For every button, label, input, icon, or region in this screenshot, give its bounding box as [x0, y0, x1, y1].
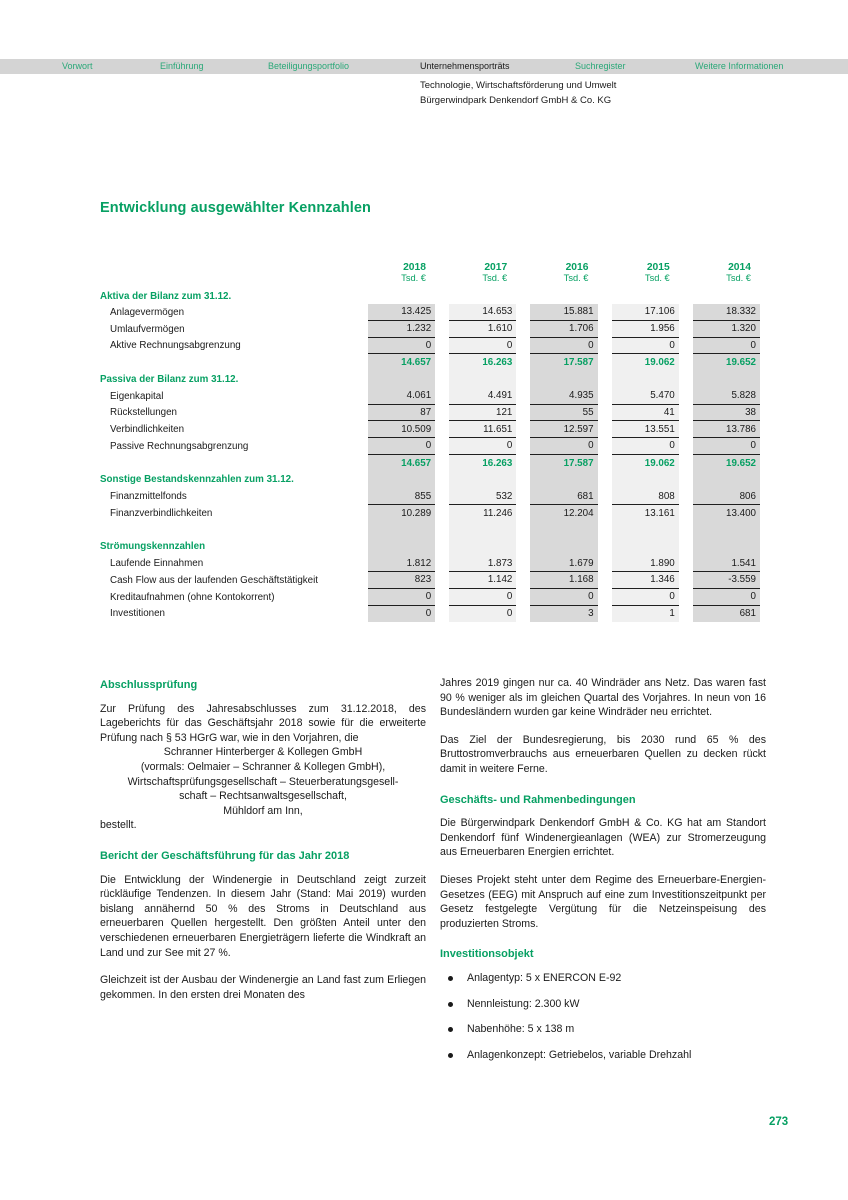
section-heading-bericht-der-geschaftsfuhrung-fur-das-jahr-2018: Bericht der Geschäftsführung für das Jahr 2018: [100, 849, 350, 862]
table-cell: 12.597: [530, 421, 597, 438]
table-cell: 41: [612, 405, 679, 422]
table-cell: 0: [368, 338, 435, 355]
table-cell: 0: [449, 606, 516, 623]
paragraph: Das Ziel der Bundesregierung, bis 2030 rund 65 % des Bruttostromverbrauchs aus erneuerbaren Quellen zu decken rückt damit in weitere Ferne.: [440, 733, 766, 775]
table-cell: [368, 371, 435, 388]
table-row: [100, 321, 760, 338]
row-label-ruckstellungen: Rückstellungen: [110, 407, 177, 419]
table-row: [100, 539, 760, 556]
table-cell: 0: [449, 589, 516, 606]
table-cell: [449, 371, 516, 388]
table-cell: 1: [612, 606, 679, 623]
row-label-aktive-rechnungsabgrenzung: Aktive Rechnungsabgrenzung: [110, 340, 241, 352]
table-cell: 5.828: [693, 388, 760, 405]
table-cell: [612, 472, 679, 489]
table-cell: [449, 539, 516, 556]
table-cell: 823: [368, 572, 435, 589]
table-cell: 1.610: [449, 321, 516, 338]
table-cell: 1.873: [449, 555, 516, 572]
paragraph: Dieses Projekt steht unter dem Regime des Erneuerbare-Energien-Gesetzes (EEG) mit Anspruch auf eine zum Investitionszeitpunkt per Gesetz festgelegte Vergütung für die Netzeinspeisung des produzierten Stroms.: [440, 873, 766, 930]
table-unit-row: [100, 273, 760, 289]
table-cell: [693, 522, 760, 539]
top-nav: [0, 59, 848, 74]
table-cell: 16.263: [449, 455, 516, 472]
bullet-item: Nabenhöhe: 5 x 138 m: [440, 1022, 766, 1037]
table-row: [100, 589, 760, 606]
unit-label: Tsd. €: [726, 273, 751, 283]
table-cell: 17.106: [612, 304, 679, 321]
table-row: [100, 455, 760, 472]
table-cell: 0: [612, 438, 679, 455]
unit-label: Tsd. €: [401, 273, 426, 283]
table-cell: [612, 289, 679, 304]
bullet-list: [440, 971, 766, 1062]
table-row: [100, 354, 760, 371]
table-cell: 11.246: [449, 505, 516, 522]
row-label-laufende-einnahmen: Laufende Einnahmen: [110, 558, 204, 570]
table-cell: 855: [368, 488, 435, 505]
nav-item-suchregister[interactable]: Suchregister: [575, 61, 626, 71]
table-cell: 0: [530, 438, 597, 455]
table-cell: [693, 539, 760, 556]
table-cell: 0: [612, 338, 679, 355]
right-column: [440, 676, 766, 1073]
year-header: 2017: [484, 262, 508, 273]
table-cell: [530, 539, 597, 556]
table-cell: 1.541: [693, 555, 760, 572]
table-cell: 681: [530, 488, 597, 505]
table-cell: [368, 472, 435, 489]
table-cell: 14.657: [368, 354, 435, 371]
table-cell: 3: [530, 606, 597, 623]
table-cell: 5.470: [612, 388, 679, 405]
table-cell: 18.332: [693, 304, 760, 321]
row-label-kreditaufnahmen-ohne-kontokorrent: Kreditaufnahmen (ohne Kontokorrent): [110, 591, 275, 603]
row-label-anlagevermogen: Anlagevermögen: [110, 306, 185, 318]
table-cell: [368, 522, 435, 539]
row-label-sonstige-bestandskennzahlen-zum-31-12: Sonstige Bestandskennzahlen zum 31.12.: [100, 474, 294, 486]
row-label-umlaufvermogen: Umlaufvermögen: [110, 323, 185, 335]
nav-item-vorwort[interactable]: Vorwort: [62, 61, 93, 71]
section-heading-investitionsobjekt: Investitionsobjekt: [440, 948, 534, 961]
table-cell: 0: [612, 589, 679, 606]
table-cell: 4.935: [530, 388, 597, 405]
section-heading-geschafts-und-rahmenbedingungen: Geschäfts- und Rahmenbedingungen: [440, 793, 636, 806]
table-cell: [612, 522, 679, 539]
table-cell: 11.651: [449, 421, 516, 438]
unit-label: Tsd. €: [644, 273, 670, 283]
table-cell: [612, 371, 679, 388]
centered-line: schaft – Rechtsanwaltsgesellschaft,: [179, 790, 347, 803]
table-cell: 38: [693, 405, 760, 422]
kpi-table: [100, 256, 760, 622]
table-cell: 1.706: [530, 321, 597, 338]
row-label-eigenkapital: Eigenkapital: [110, 390, 164, 402]
table-row: [100, 488, 760, 505]
nav-item-weitere-informationen[interactable]: Weitere Informationen: [695, 61, 784, 71]
table-cell: 13.786: [693, 421, 760, 438]
table-cell: 17.587: [530, 455, 597, 472]
nav-item-unternehmensportrats[interactable]: Unternehmensporträts: [420, 61, 510, 71]
centered-line: Schranner Hinterberger & Kollegen GmbH: [163, 746, 363, 759]
table-cell: 16.263: [449, 354, 516, 371]
paragraph: Jahres 2019 gingen nur ca. 40 Windräder ans Netz. Das waren fast 90 % weniger als im gleichen Quartal des Vorjahres. In neun von 16 Bundesländern wurden gar keine Windräder neu errichtet.: [440, 677, 766, 719]
table-cell: 17.587: [530, 354, 597, 371]
row-label-cash-flow-aus-der-laufenden-geschaftstatigkeit: Cash Flow aus der laufenden Geschäftstätigkeit: [110, 574, 319, 586]
table-row: [100, 438, 760, 455]
nav-item-beteiligungsportfolio[interactable]: Beteiligungsportfolio: [268, 61, 350, 71]
table-cell: 806: [693, 488, 760, 505]
row-label-finanzverbindlichkeiten: Finanzverbindlichkeiten: [110, 507, 213, 519]
paragraph: Die Entwicklung der Windenergie in Deutschland zeigt zurzeit rückläufige Tendenzen. In diesem Jahr (Stand: Mai 2019) wurden bislang annähernd 50 % des Stroms in Deutschland aus erneuerbaren Quellen hergestellt. Den größten Anteil unter den verschiedenen erneuerbaren Energieträgern lieferte die Windkraft an Land und zur See mit 27 %.: [100, 873, 426, 959]
table-row: [100, 572, 760, 589]
table-row: [100, 421, 760, 438]
paragraph: bestellt.: [100, 819, 137, 832]
table-cell: 19.652: [693, 455, 760, 472]
table-cell: 19.062: [612, 354, 679, 371]
table-cell: [449, 472, 516, 489]
table-cell: 1.812: [368, 555, 435, 572]
table-cell: 15.881: [530, 304, 597, 321]
row-label-finanzmittelfonds: Finanzmittelfonds: [110, 491, 187, 503]
table-cell: 13.400: [693, 505, 760, 522]
table-cell: [693, 371, 760, 388]
row-label-stromungskennzahlen: Strömungskennzahlen: [100, 541, 206, 553]
table-cell: -3.559: [693, 572, 760, 589]
centered-line: (vormals: Oelmaier – Schranner & Kollegen GmbH),: [140, 760, 386, 773]
table-cell: 1.679: [530, 555, 597, 572]
left-column: [100, 676, 426, 1015]
paragraph: Gleichzeit ist der Ausbau der Windenergie an Land fast zum Erliegen gekommen. In den ersten drei Monaten des: [100, 974, 426, 1001]
table-cell: 0: [368, 438, 435, 455]
nav-item-einfuhrung[interactable]: Einführung: [160, 61, 204, 71]
table-row: [100, 388, 760, 405]
table-cell: 532: [449, 488, 516, 505]
table-cell: 1.346: [612, 572, 679, 589]
table-row: [100, 304, 760, 321]
table-cell: 0: [693, 589, 760, 606]
table-cell: [449, 289, 516, 304]
row-label-verbindlichkeiten: Verbindlichkeiten: [110, 424, 185, 436]
table-cell: 681: [693, 606, 760, 623]
centered-line: Wirtschaftsprüfungsgesellschaft – Steuerberatungsgesell-: [127, 775, 399, 788]
table-cell: 10.289: [368, 505, 435, 522]
table-row: [100, 522, 760, 539]
table-cell: 121: [449, 405, 516, 422]
table-cell: 0: [693, 438, 760, 455]
table-cell: 1.320: [693, 321, 760, 338]
table-cell: 1.142: [449, 572, 516, 589]
breadcrumb-line-category: Technologie, Wirtschaftsförderung und Umwelt: [420, 80, 617, 91]
table-cell: [449, 522, 516, 539]
row-label-investitionen: Investitionen: [110, 608, 166, 620]
table-cell: 10.509: [368, 421, 435, 438]
year-header: 2016: [565, 262, 589, 273]
table-row: [100, 555, 760, 572]
bullet-item: Anlagentyp: 5 x ENERCON E-92: [440, 971, 766, 986]
table-cell: 0: [693, 338, 760, 355]
table-cell: 1.956: [612, 321, 679, 338]
table-cell: 4.061: [368, 388, 435, 405]
table-cell: 14.653: [449, 304, 516, 321]
table-cell: 0: [449, 338, 516, 355]
table-cell: 1.232: [368, 321, 435, 338]
centered-line: Mühldorf am Inn,: [223, 804, 303, 817]
table-cell: 0: [530, 589, 597, 606]
centered-block: [100, 745, 426, 818]
table-row: [100, 289, 760, 304]
table-cell: 0: [530, 338, 597, 355]
table-cell: 808: [612, 488, 679, 505]
table-cell: 4.491: [449, 388, 516, 405]
table-cell: [368, 539, 435, 556]
table-cell: [530, 522, 597, 539]
row-label-aktiva-der-bilanz-zum-31-12: Aktiva der Bilanz zum 31.12.: [100, 291, 232, 302]
table-header-row: [100, 256, 760, 273]
unit-label: Tsd. €: [482, 273, 508, 283]
table-cell: 19.062: [612, 455, 679, 472]
breadcrumb: [420, 78, 616, 108]
table-cell: [530, 371, 597, 388]
table-cell: 13.551: [612, 421, 679, 438]
table-cell: [612, 539, 679, 556]
year-header: 2018: [403, 262, 426, 273]
table-cell: 14.657: [368, 455, 435, 472]
bullet-item: Anlagenkonzept: Getriebelos, variable Drehzahl: [440, 1048, 766, 1063]
table-cell: 0: [368, 589, 435, 606]
page-number: 273: [769, 1116, 789, 1128]
year-header: 2014: [728, 262, 751, 273]
row-label-passive-rechnungsabgrenzung: Passive Rechnungsabgrenzung: [110, 440, 249, 452]
paragraph: Zur Prüfung des Jahresabschlusses zum 31.12.2018, des Lageberichts für das Geschäftsjahr 2018 sowie für die erweiterte Prüfung nach § 53 HGrG war, wie in den Vorjahren, die: [100, 702, 426, 744]
table-row: [100, 606, 760, 623]
table-cell: [693, 472, 760, 489]
table-row: [100, 472, 760, 489]
table-row: [100, 405, 760, 422]
table-cell: 12.204: [530, 505, 597, 522]
table-cell: 13.161: [612, 505, 679, 522]
row-label-passiva-der-bilanz-zum-31-12: Passiva der Bilanz zum 31.12.: [100, 373, 239, 385]
unit-label: Tsd. €: [563, 273, 589, 283]
table-row: [100, 338, 760, 355]
table-cell: [693, 289, 760, 304]
year-header: 2015: [646, 262, 670, 273]
table-cell: [530, 289, 597, 304]
table-row: [100, 505, 760, 522]
table-row: [100, 371, 760, 388]
table-cell: 55: [530, 405, 597, 422]
table-cell: [368, 289, 435, 304]
table-cell: 1.168: [530, 572, 597, 589]
table-cell: 0: [368, 606, 435, 623]
table-cell: 0: [449, 438, 516, 455]
breadcrumb-line-company: Bürgerwindpark Denkendorf GmbH & Co. KG: [420, 95, 612, 106]
bullet-item: Nennleistung: 2.300 kW: [440, 997, 766, 1012]
page-title: Entwicklung ausgewählter Kennzahlen: [100, 200, 371, 216]
table-cell: 87: [368, 405, 435, 422]
table-cell: 13.425: [368, 304, 435, 321]
table-cell: 1.890: [612, 555, 679, 572]
section-heading-abschlussprufung: Abschlussprüfung: [100, 679, 198, 691]
table-cell: 19.652: [693, 354, 760, 371]
table-cell: [530, 472, 597, 489]
paragraph: Die Bürgerwindpark Denkendorf GmbH & Co. KG hat am Standort Denkendorf fünf Windenergieanlagen (WEA) zur Stromerzeugung aus Erneuerbaren Energien errichtet.: [440, 817, 766, 859]
